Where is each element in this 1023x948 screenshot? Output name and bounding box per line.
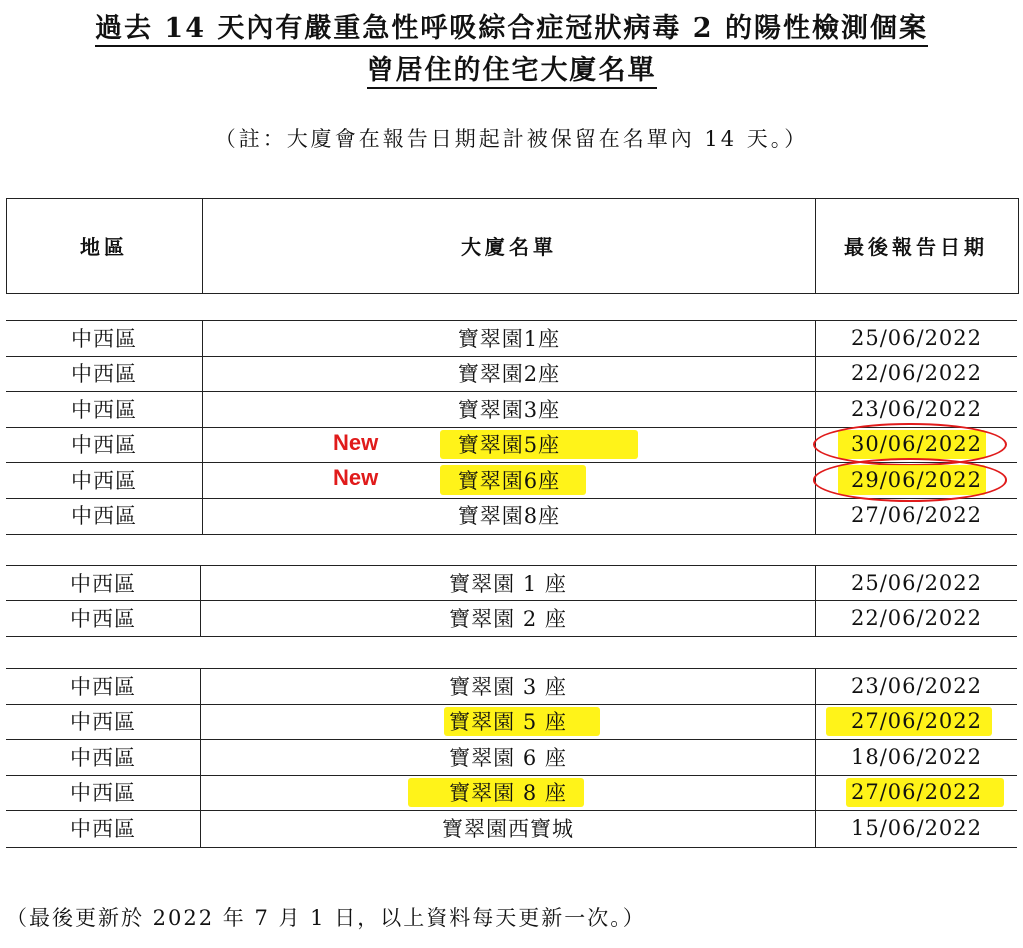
building-cell: [201, 600, 815, 635]
date-cell: [816, 704, 1017, 740]
building-cell: [203, 320, 815, 356]
building-name: 寶翠園 3 座: [449, 674, 567, 699]
district-text: 中西區: [70, 816, 136, 841]
date-cell: [816, 775, 1017, 811]
district-text: 中西區: [70, 710, 136, 735]
column-header-date: 最後報告日期: [844, 234, 988, 259]
building-name: 寶翠園8座: [457, 504, 561, 529]
building-cell: [203, 462, 815, 498]
report-date: 25/06/2022: [850, 325, 983, 350]
report-date: 27/06/2022: [850, 780, 983, 805]
building-name: 寶翠園6座: [457, 468, 561, 493]
report-date: 23/06/2022: [850, 396, 983, 421]
column-header-district: 地區: [80, 234, 128, 259]
district-text: 中西區: [70, 571, 136, 596]
date-cell: [816, 565, 1017, 600]
district-cell: [6, 668, 200, 704]
district-text: 中西區: [70, 745, 136, 770]
building-name: 寶翠園3座: [457, 397, 561, 422]
district-text: 中西區: [71, 362, 137, 387]
building-cell: [203, 498, 815, 534]
building-cell: [203, 356, 815, 392]
report-date: 22/06/2022: [850, 361, 983, 386]
building-name: 寶翠園西寶城: [442, 816, 574, 841]
report-date: 25/06/2022: [850, 570, 983, 595]
district-cell: [6, 498, 202, 534]
date-cell: [816, 356, 1017, 392]
building-cell: [203, 427, 815, 463]
district-cell: [6, 600, 200, 635]
building-name: 寶翠園2座: [457, 362, 561, 387]
district-text: 中西區: [70, 674, 136, 699]
district-cell: [6, 739, 200, 775]
date-cell: [816, 739, 1017, 775]
report-date: 15/06/2022: [850, 815, 983, 840]
building-cell: [201, 668, 815, 704]
district-cell: [6, 704, 200, 740]
building-name: 寶翠園5座: [457, 433, 561, 458]
report-date: 22/06/2022: [850, 605, 983, 630]
date-cell: [816, 320, 1017, 356]
district-cell: [6, 427, 202, 463]
district-cell: [6, 462, 202, 498]
district-text: 中西區: [70, 781, 136, 806]
district-text: 中西區: [71, 504, 137, 529]
date-cell: [816, 810, 1017, 846]
building-cell: [201, 810, 815, 846]
district-text: 中西區: [71, 433, 137, 458]
building-cell: [203, 391, 815, 427]
building-name: 寶翠園 8 座: [449, 781, 567, 806]
building-name: 寶翠園 6 座: [449, 745, 567, 770]
date-cell: [816, 600, 1017, 635]
report-date: 23/06/2022: [850, 673, 983, 698]
building-cell: [201, 739, 815, 775]
district-text: 中西區: [71, 468, 137, 493]
building-name: 寶翠園 1 座: [449, 571, 567, 596]
building-cell: [201, 565, 815, 600]
district-cell: [6, 775, 200, 811]
district-text: 中西區: [71, 326, 137, 351]
document-title-line-2: 曾居住的住宅大廈名單: [0, 48, 1023, 87]
date-cell: [816, 668, 1017, 704]
update-footer: （最後更新於 2022 年 7 月 1 日，以上資料每天更新一次。）: [6, 906, 646, 930]
report-date: 30/06/2022: [850, 432, 983, 457]
building-name: 寶翠園1座: [457, 326, 561, 351]
report-date: 18/06/2022: [850, 744, 983, 769]
date-cell: [816, 391, 1017, 427]
building-name: 寶翠園 2 座: [449, 606, 567, 631]
column-header-building: 大廈名單: [461, 234, 557, 259]
document-title-line-1: 過去 14 天內有嚴重急性呼吸綜合症冠狀病毒 2 的陽性檢測個案: [0, 6, 1023, 45]
district-cell: [6, 810, 200, 846]
district-text: 中西區: [70, 606, 136, 631]
district-cell: [6, 356, 202, 392]
date-cell: [816, 498, 1017, 534]
new-annotation: New: [333, 429, 379, 455]
report-date: 29/06/2022: [850, 467, 983, 492]
report-date: 27/06/2022: [850, 503, 983, 528]
district-cell: [6, 320, 202, 356]
district-cell: [6, 565, 200, 600]
report-date: 27/06/2022: [850, 709, 983, 734]
building-cell: [201, 775, 815, 811]
new-annotation: New: [333, 465, 379, 490]
building-cell: [201, 704, 815, 740]
district-cell: [6, 391, 202, 427]
retention-note: （註：大廈會在報告日期起計被保留在名單內 14 天。）: [214, 127, 809, 151]
district-text: 中西區: [71, 397, 137, 422]
building-name: 寶翠園 5 座: [449, 710, 567, 735]
